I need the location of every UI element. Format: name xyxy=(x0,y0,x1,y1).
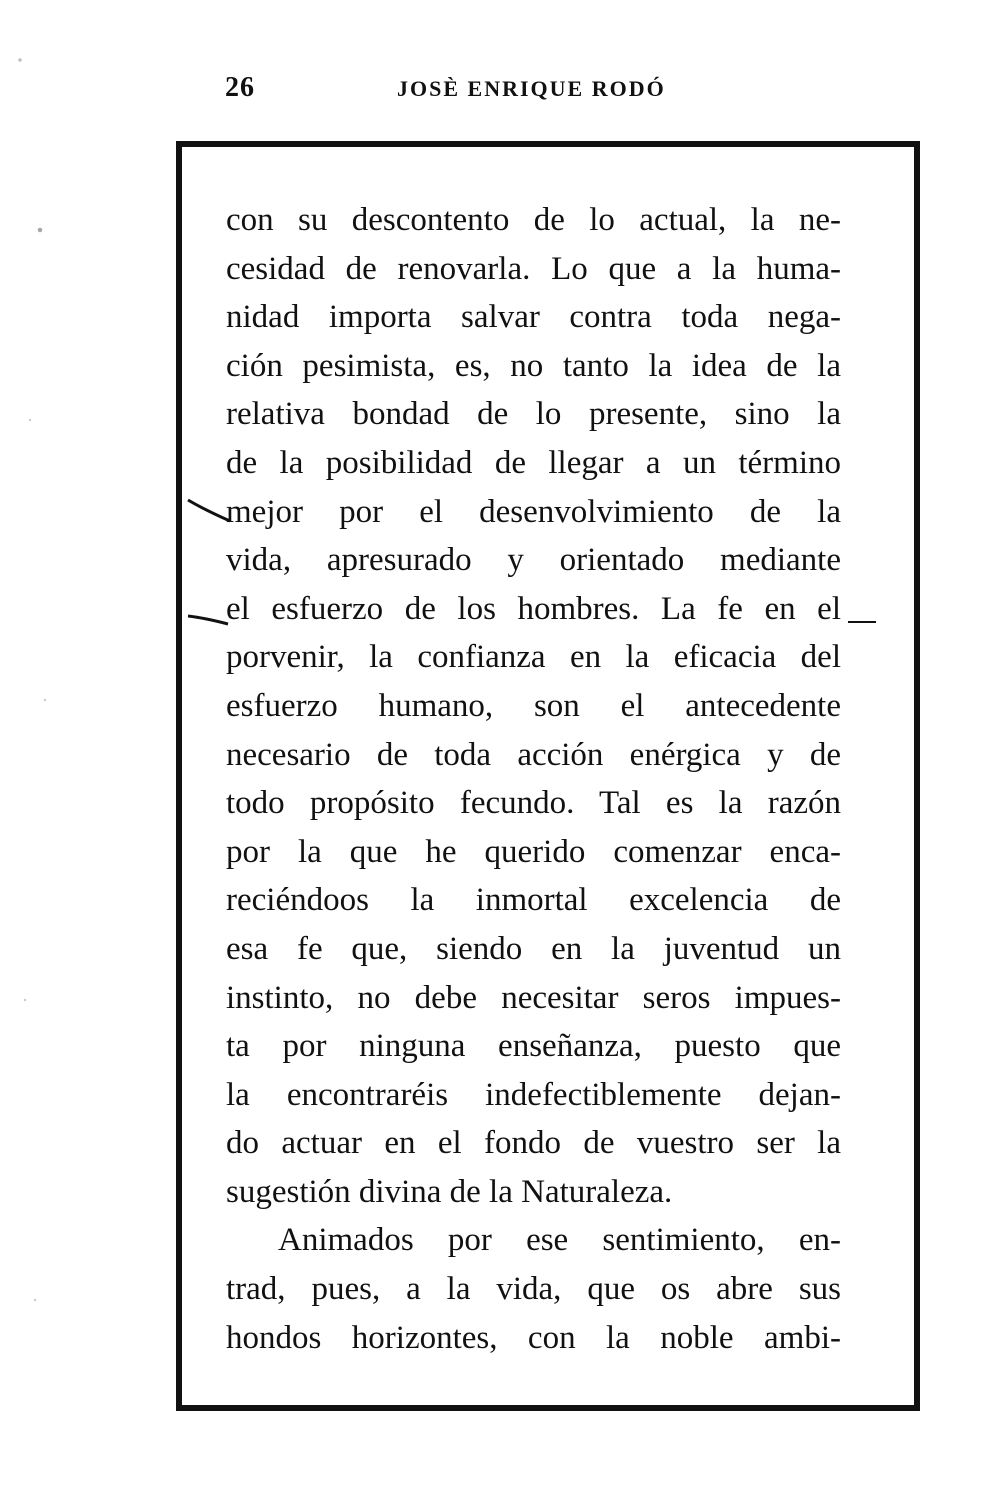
text-line: ción pesimista, es, no tanto la idea de la xyxy=(226,347,841,384)
text-line: Animados por ese sentimiento, en- xyxy=(278,1222,841,1259)
text-line: hondos horizontes, con la noble ambi- xyxy=(226,1319,841,1356)
text-line: trad, pues, a la vida, que os abre sus xyxy=(226,1271,841,1308)
text-line: con su descontento de lo actual, la ne- xyxy=(226,202,841,238)
text-line: ta por ninguna enseñanza, puesto que xyxy=(226,1028,841,1065)
body-text xyxy=(226,196,841,1362)
text-line: cesidad de renovarla. Lo que a la huma- xyxy=(226,250,841,287)
text-line: necesario de toda acción enérgica y de xyxy=(226,736,841,773)
text-line: mejor por el desenvolvimiento de la xyxy=(226,493,841,530)
running-head xyxy=(225,72,685,112)
page-number: 26 xyxy=(225,72,255,103)
text-line: vida, apresurado y orientado mediante xyxy=(226,542,841,579)
text-line: por la que he querido comenzar enca- xyxy=(226,833,841,870)
paragraph-1 xyxy=(226,196,841,1216)
text-line: esfuerzo humano, son el antecedente xyxy=(226,687,841,724)
text-line: sugestión divina de la Naturaleza. xyxy=(226,1173,673,1210)
text-line: do actuar en el fondo de vuestro ser la xyxy=(226,1125,841,1162)
text-line: la encontraréis indefectiblemente dejan- xyxy=(226,1076,841,1113)
text-line: todo propósito fecundo. Tal es la razón xyxy=(226,785,841,822)
text-line: nidad importa salvar contra toda nega- xyxy=(226,299,841,336)
author-name: JOSÈ ENRIQUE RODÓ xyxy=(397,76,666,101)
text-line: porvenir, la confianza en la eficacia del xyxy=(226,639,841,676)
text-line: de la posibilidad de llegar a un término xyxy=(226,444,841,481)
paragraph-2 xyxy=(226,1216,841,1362)
text-line: relativa bondad de lo presente, sino la xyxy=(226,396,841,433)
text-line: esa fe que, siendo en la juventud un xyxy=(226,930,841,967)
text-line: instinto, no debe necesitar seros impues- xyxy=(226,979,841,1016)
text-line: el esfuerzo de los hombres. La fe en el xyxy=(226,590,841,627)
scan-edge-speckle xyxy=(0,0,70,1493)
text-line: reciéndoos la inmortal excelencia de xyxy=(226,882,841,919)
